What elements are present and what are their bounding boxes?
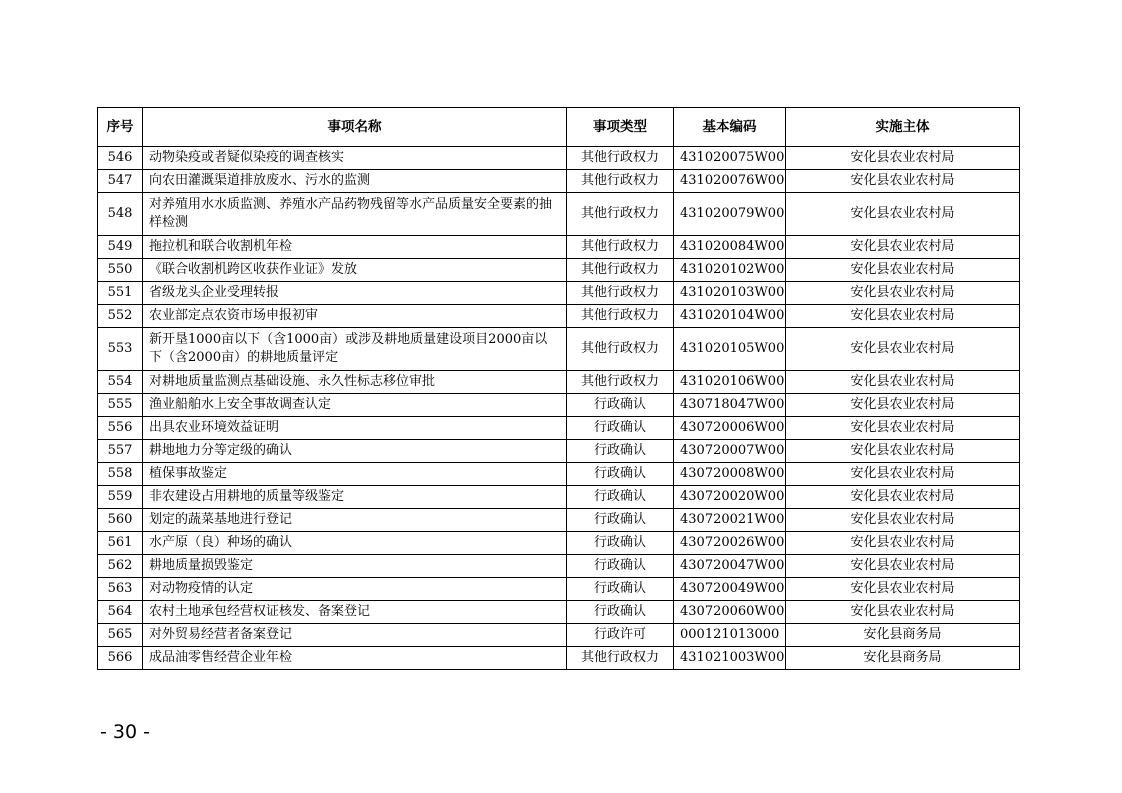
cell-code: 430720021W00 xyxy=(674,509,786,532)
cell-name: 划定的蔬菜基地进行登记 xyxy=(143,509,567,532)
cell-name: 对动物疫情的认定 xyxy=(143,578,567,601)
cell-no: 561 xyxy=(98,532,143,555)
cell-type: 其他行政权力 xyxy=(567,328,674,371)
cell-name: 《联合收割机跨区收获作业证》发放 xyxy=(143,259,567,282)
cell-code: 430720008W00 xyxy=(674,463,786,486)
cell-name: 拖拉机和联合收割机年检 xyxy=(143,236,567,259)
cell-code: 431020106W00 xyxy=(674,371,786,394)
cell-org: 安化县农业农村局 xyxy=(786,259,1020,282)
cell-org: 安化县农业农村局 xyxy=(786,282,1020,305)
header-org: 实施主体 xyxy=(786,108,1020,147)
header-code: 基本编码 xyxy=(674,108,786,147)
cell-org: 安化县农业农村局 xyxy=(786,440,1020,463)
cell-org: 安化县农业农村局 xyxy=(786,532,1020,555)
cell-code: 430720060W00 xyxy=(674,601,786,624)
cell-type: 行政确认 xyxy=(567,440,674,463)
cell-no: 547 xyxy=(98,170,143,193)
cell-no: 549 xyxy=(98,236,143,259)
cell-type: 其他行政权力 xyxy=(567,282,674,305)
cell-type: 行政确认 xyxy=(567,394,674,417)
cell-org: 安化县商务局 xyxy=(786,624,1020,647)
cell-name: 向农田灌溉渠道排放废水、污水的监测 xyxy=(143,170,567,193)
cell-name: 农村土地承包经营权证核发、备案登记 xyxy=(143,601,567,624)
cell-no: 556 xyxy=(98,417,143,440)
cell-org: 安化县农业农村局 xyxy=(786,371,1020,394)
cell-name: 对养殖用水水质监测、养殖水产品药物残留等水产品质量安全要素的抽样检测 xyxy=(143,193,567,236)
cell-no: 553 xyxy=(98,328,143,371)
table-row xyxy=(98,305,1020,328)
header-type: 事项类型 xyxy=(567,108,674,147)
cell-org: 安化县农业农村局 xyxy=(786,417,1020,440)
items-table xyxy=(97,107,1020,670)
cell-type: 行政确认 xyxy=(567,578,674,601)
cell-type: 其他行政权力 xyxy=(567,371,674,394)
cell-type: 其他行政权力 xyxy=(567,236,674,259)
cell-type: 其他行政权力 xyxy=(567,193,674,236)
cell-type: 行政确认 xyxy=(567,555,674,578)
cell-type: 其他行政权力 xyxy=(567,147,674,170)
cell-org: 安化县农业农村局 xyxy=(786,463,1020,486)
cell-name: 对耕地质量监测点基础设施、永久性标志移位审批 xyxy=(143,371,567,394)
cell-code: 430720049W00 xyxy=(674,578,786,601)
table-row xyxy=(98,578,1020,601)
cell-code: 431020076W00 xyxy=(674,170,786,193)
cell-type: 行政许可 xyxy=(567,624,674,647)
cell-type: 行政确认 xyxy=(567,417,674,440)
table-row xyxy=(98,486,1020,509)
header-name: 事项名称 xyxy=(143,108,567,147)
cell-no: 548 xyxy=(98,193,143,236)
cell-no: 552 xyxy=(98,305,143,328)
table-row xyxy=(98,601,1020,624)
header-no: 序号 xyxy=(98,108,143,147)
cell-code: 431020105W00 xyxy=(674,328,786,371)
cell-type: 行政确认 xyxy=(567,532,674,555)
table-row xyxy=(98,394,1020,417)
cell-code: 431020104W00 xyxy=(674,305,786,328)
cell-name: 农业部定点农资市场申报初审 xyxy=(143,305,567,328)
cell-name: 动物染疫或者疑似染疫的调查核实 xyxy=(143,147,567,170)
cell-no: 566 xyxy=(98,647,143,670)
table-row xyxy=(98,236,1020,259)
cell-org: 安化县农业农村局 xyxy=(786,193,1020,236)
cell-name: 非农建设占用耕地的质量等级鉴定 xyxy=(143,486,567,509)
cell-type: 其他行政权力 xyxy=(567,305,674,328)
cell-code: 431020102W00 xyxy=(674,259,786,282)
cell-no: 562 xyxy=(98,555,143,578)
cell-no: 563 xyxy=(98,578,143,601)
cell-no: 558 xyxy=(98,463,143,486)
table-row xyxy=(98,259,1020,282)
cell-name: 水产原（良）种场的确认 xyxy=(143,532,567,555)
cell-code: 430720047W00 xyxy=(674,555,786,578)
cell-org: 安化县农业农村局 xyxy=(786,328,1020,371)
cell-code: 431020084W00 xyxy=(674,236,786,259)
cell-no: 551 xyxy=(98,282,143,305)
cell-type: 其他行政权力 xyxy=(567,259,674,282)
cell-name: 渔业船舶水上安全事故调查认定 xyxy=(143,394,567,417)
cell-no: 564 xyxy=(98,601,143,624)
cell-org: 安化县农业农村局 xyxy=(786,578,1020,601)
cell-no: 546 xyxy=(98,147,143,170)
table-row xyxy=(98,463,1020,486)
cell-code: 430720020W00 xyxy=(674,486,786,509)
cell-name: 耕地地力分等定级的确认 xyxy=(143,440,567,463)
cell-type: 其他行政权力 xyxy=(567,647,674,670)
table-body xyxy=(98,147,1020,670)
cell-type: 行政确认 xyxy=(567,486,674,509)
cell-org: 安化县商务局 xyxy=(786,647,1020,670)
table-row xyxy=(98,509,1020,532)
cell-name: 对外贸易经营者备案登记 xyxy=(143,624,567,647)
cell-name: 出具农业环境效益证明 xyxy=(143,417,567,440)
cell-org: 安化县农业农村局 xyxy=(786,555,1020,578)
cell-org: 安化县农业农村局 xyxy=(786,147,1020,170)
cell-no: 557 xyxy=(98,440,143,463)
cell-code: 431020075W00 xyxy=(674,147,786,170)
cell-no: 550 xyxy=(98,259,143,282)
cell-code: 430720026W00 xyxy=(674,532,786,555)
cell-name: 新开垦1000亩以下（含1000亩）或涉及耕地质量建设项目2000亩以下（含2000亩）的耕地质量评定 xyxy=(143,328,567,371)
cell-code: 431021003W00 xyxy=(674,647,786,670)
cell-org: 安化县农业农村局 xyxy=(786,394,1020,417)
cell-org: 安化县农业农村局 xyxy=(786,236,1020,259)
cell-no: 559 xyxy=(98,486,143,509)
page-number: - 30 - xyxy=(100,721,150,743)
table-row xyxy=(98,371,1020,394)
cell-name: 耕地质量损毁鉴定 xyxy=(143,555,567,578)
table-row xyxy=(98,647,1020,670)
cell-type: 其他行政权力 xyxy=(567,170,674,193)
cell-name: 省级龙头企业受理转报 xyxy=(143,282,567,305)
cell-org: 安化县农业农村局 xyxy=(786,170,1020,193)
cell-no: 554 xyxy=(98,371,143,394)
cell-type: 行政确认 xyxy=(567,509,674,532)
table-row xyxy=(98,555,1020,578)
cell-org: 安化县农业农村局 xyxy=(786,601,1020,624)
table-row xyxy=(98,624,1020,647)
cell-org: 安化县农业农村局 xyxy=(786,509,1020,532)
cell-code: 431020103W00 xyxy=(674,282,786,305)
cell-code: 000121013000 xyxy=(674,624,786,647)
table-row xyxy=(98,193,1020,236)
cell-org: 安化县农业农村局 xyxy=(786,305,1020,328)
cell-name: 植保事故鉴定 xyxy=(143,463,567,486)
cell-no: 565 xyxy=(98,624,143,647)
cell-type: 行政确认 xyxy=(567,463,674,486)
table-row xyxy=(98,532,1020,555)
cell-code: 430720006W00 xyxy=(674,417,786,440)
cell-code: 431020079W00 xyxy=(674,193,786,236)
cell-no: 555 xyxy=(98,394,143,417)
cell-org: 安化县农业农村局 xyxy=(786,486,1020,509)
header-row xyxy=(98,108,1020,147)
table-row xyxy=(98,147,1020,170)
table-row xyxy=(98,440,1020,463)
table-row xyxy=(98,170,1020,193)
table-row xyxy=(98,328,1020,371)
table-row xyxy=(98,417,1020,440)
cell-type: 行政确认 xyxy=(567,601,674,624)
cell-name: 成品油零售经营企业年检 xyxy=(143,647,567,670)
table-row xyxy=(98,282,1020,305)
cell-no: 560 xyxy=(98,509,143,532)
cell-code: 430720007W00 xyxy=(674,440,786,463)
cell-code: 430718047W00 xyxy=(674,394,786,417)
